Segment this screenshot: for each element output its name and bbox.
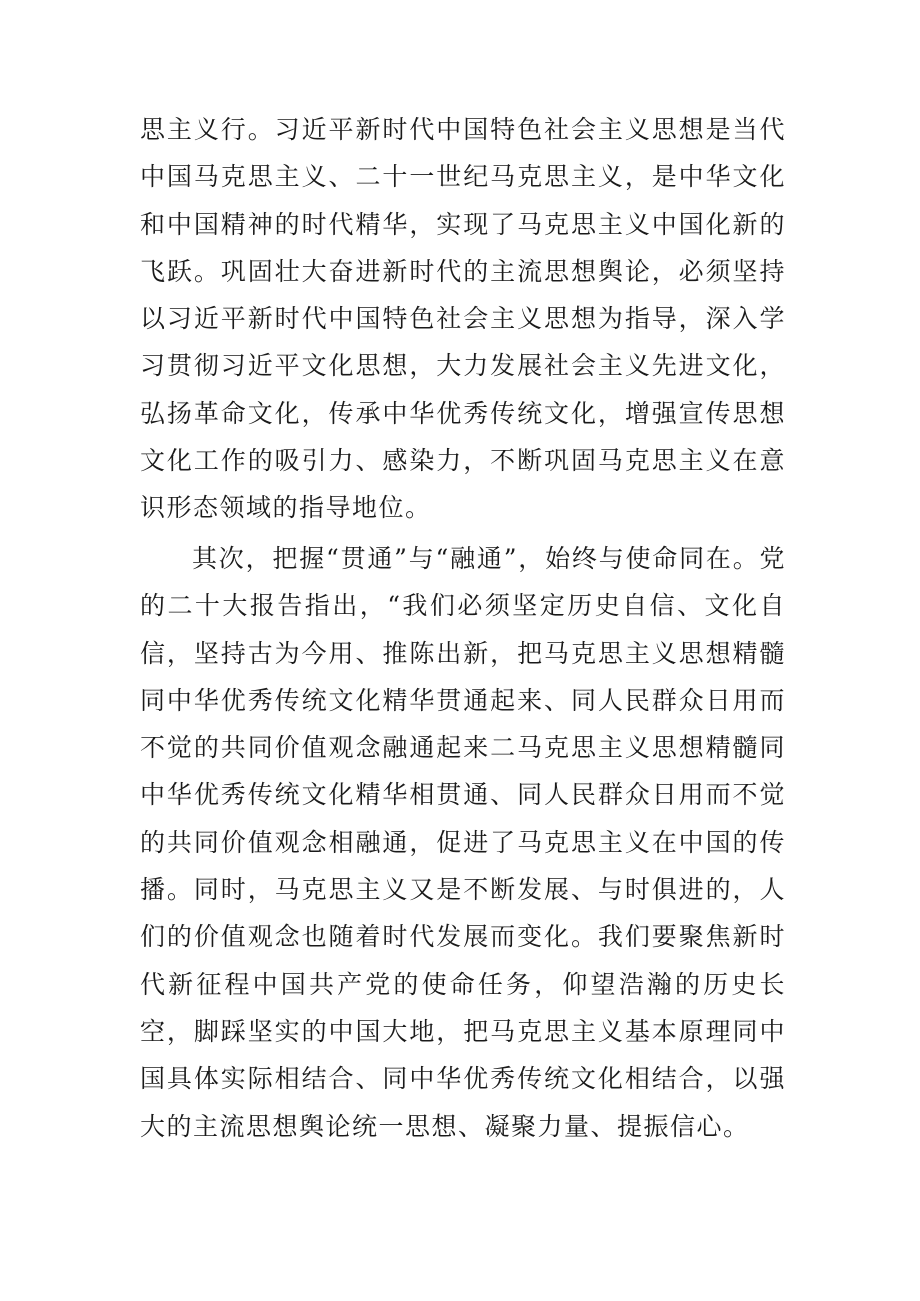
paragraph-2: 其次，把握“贯通”与“融通”，始终与使命同在。党的二十大报告指出，“我们必须坚定历史自信、文化自信，坚持古为今用、推陈出新，把马克思主义思想精髓同中华优秀传统文化精华贯通起来、同人民群众日用而不觉的共同价值观念融通起来二马克思主义思想精髓同中华优秀传统文化精华相贯通、同人民群众日用而不觉的共同价值观念相融通，促进了马克思主义在中国的传播。同时，马克思主义又是不断发展、与时俱进的，人们的价值观念也随着时代发展而变化。我们要聚焦新时代新征程中国共产党的使命任务，仰望浩瀚的历史长空，脚踩坚实的中国大地，把马克思主义基本原理同中国具体实际相结合、同中华优秀传统文化相结合，以强大的主流思想舆论统一思想、凝聚力量、提振信心。 [140, 544, 786, 1141]
paragraph-1: 思主义行。习近平新时代中国特色社会主义思想是当代中国马克思主义、二十一世纪马克思主义，是中华文化和中国精神的时代精华，实现了马克思主义中国化新的飞跃。巩固壮大奋进新时代的主流思想舆论，必须坚持以习近平新时代中国特色社会主义思想为指导，深入学习贯彻习近平文化思想，大力发展社会主义先进文化，弘扬革命文化，传承中华优秀传统文化，增强宣传思想文化工作的吸引力、感染力，不断巩固马克思主义在意识形态领域的指导地位。 [140, 115, 786, 523]
